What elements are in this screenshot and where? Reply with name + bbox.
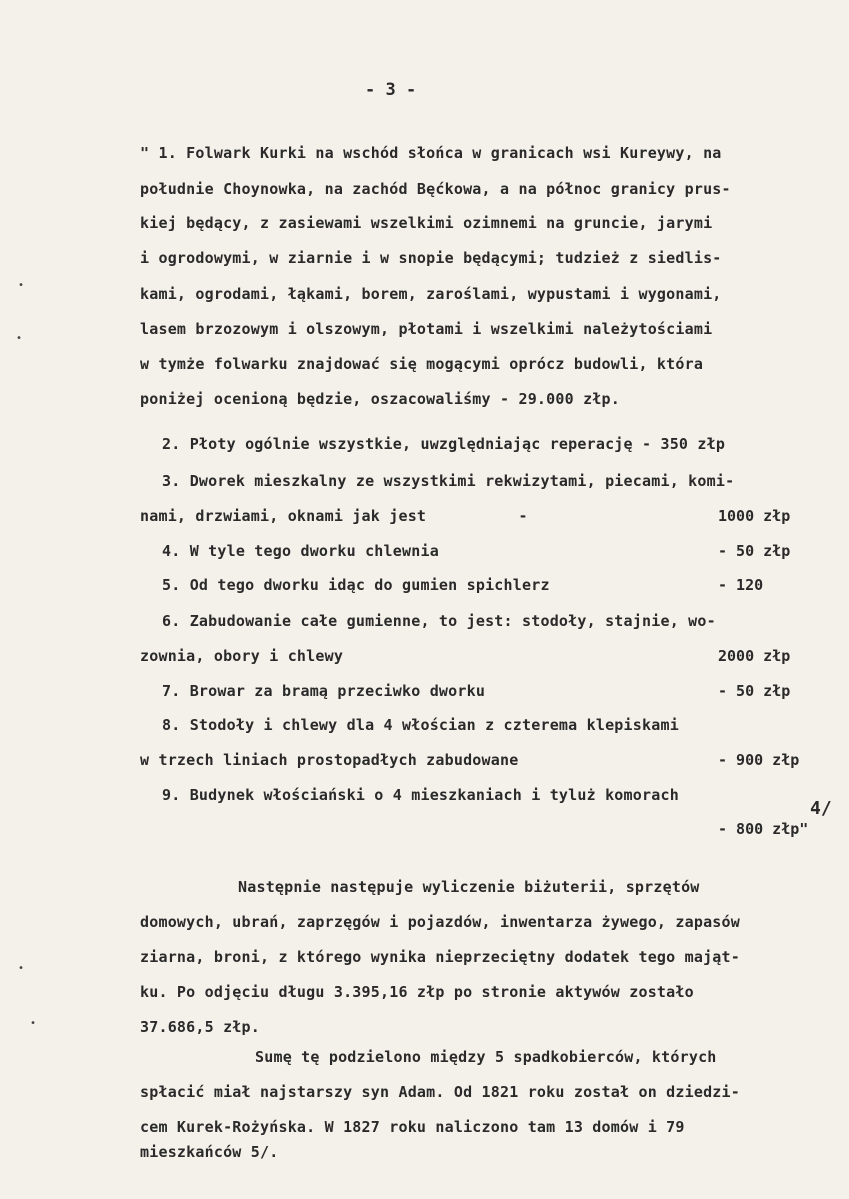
item-line: 3. Dworek mieszkalny ze wszystkimi rekwizytami, piecami, komi- bbox=[162, 472, 735, 490]
quote-line: południe Choynowka, na zachód Bęćkowa, a na północ granicy prus- bbox=[140, 180, 731, 198]
paragraph-line: ziarna, broni, z którego wynika nieprzeciętny dodatek tego mająt- bbox=[140, 948, 740, 966]
paragraph-line: 37.686,5 złp. bbox=[140, 1018, 260, 1036]
item-amount: 2000 złp bbox=[718, 647, 791, 665]
quote-line: i ogrodowymi, w ziarnie i w snopie będącymi; tudzież z siedlis- bbox=[140, 249, 722, 267]
quote-line: poniżej ocenioną będzie, oszacowaliśmy - 29.000 złp. bbox=[140, 390, 620, 408]
item-line: 7. Browar za bramą przeciwko dworku bbox=[162, 682, 486, 700]
item-line: 6. Zabudowanie całe gumienne, to jest: stodoły, stajnie, wo- bbox=[162, 612, 716, 630]
paragraph-line: mieszkańców 5/. bbox=[140, 1143, 279, 1161]
item-line: 9. Budynek włościański o 4 mieszkaniach i tyluż komorach bbox=[162, 786, 679, 804]
item-line: 5. Od tego dworku idąc do gumien spichlerz bbox=[162, 576, 550, 594]
quote-line: kiej będący, z zasiewami wszelkimi ozimnemi na gruncie, jarymi bbox=[140, 214, 713, 232]
quote-line: w tymże folwarku znajdować się mogącymi oprócz budowli, która bbox=[140, 355, 704, 373]
margin-dot: • bbox=[16, 333, 23, 344]
quote-line: lasem brzozowym i olszowym, płotami i wszelkimi należytościami bbox=[140, 320, 713, 338]
item-line: zownia, obory i chlewy bbox=[140, 647, 344, 665]
margin-dot: • bbox=[18, 280, 25, 291]
paragraph-line: domowych, ubrań, zaprzęgów i pojazdów, inwentarza żywego, zapasów bbox=[140, 913, 740, 931]
item-amount: - 50 złp bbox=[718, 682, 791, 700]
footnote-marker: 4/ bbox=[810, 798, 832, 819]
item-line: 4. W tyle tego dworku chlewnia bbox=[162, 542, 439, 560]
item-amount: - 120 bbox=[718, 576, 764, 594]
item-amount: - 900 złp bbox=[718, 751, 800, 769]
quote-line: " 1. Folwark Kurki na wschód słońca w granicach wsi Kureywy, na bbox=[140, 144, 722, 162]
item-line: 2. Płoty ogólnie wszystkie, uwzględniając reperację - 350 złp bbox=[162, 435, 726, 453]
item-amount: - 50 złp bbox=[718, 542, 791, 560]
paragraph-line: cem Kurek-Rożyńska. W 1827 roku naliczono tam 13 domów i 79 bbox=[140, 1118, 685, 1136]
paragraph-line: Następnie następuje wyliczenie biżuterii, sprzętów bbox=[238, 878, 700, 896]
item-amount: - 800 złp" bbox=[718, 820, 809, 838]
item-line: nami, drzwiami, oknami jak jest - bbox=[140, 507, 528, 525]
item-line: w trzech liniach prostopadłych zabudowane bbox=[140, 751, 519, 769]
paragraph-line: ku. Po odjęciu długu 3.395,16 złp po stronie aktywów zostało bbox=[140, 983, 694, 1001]
quote-line: kami, ogrodami, łąkami, borem, zaroślami, wypustami i wygonami, bbox=[140, 285, 722, 303]
paragraph-line: spłacić miał najstarszy syn Adam. Od 1821 roku został on dziedzi- bbox=[140, 1083, 740, 1101]
paragraph-line: Sumę tę podzielono między 5 spadkobierców, których bbox=[255, 1048, 717, 1066]
item-amount: 1000 złp bbox=[718, 507, 791, 525]
margin-dot: • bbox=[18, 963, 25, 974]
page-number: - 3 - bbox=[365, 80, 417, 100]
margin-dot: • bbox=[30, 1018, 37, 1029]
item-line: 8. Stodoły i chlewy dla 4 włościan z czterema klepiskami bbox=[162, 716, 679, 734]
